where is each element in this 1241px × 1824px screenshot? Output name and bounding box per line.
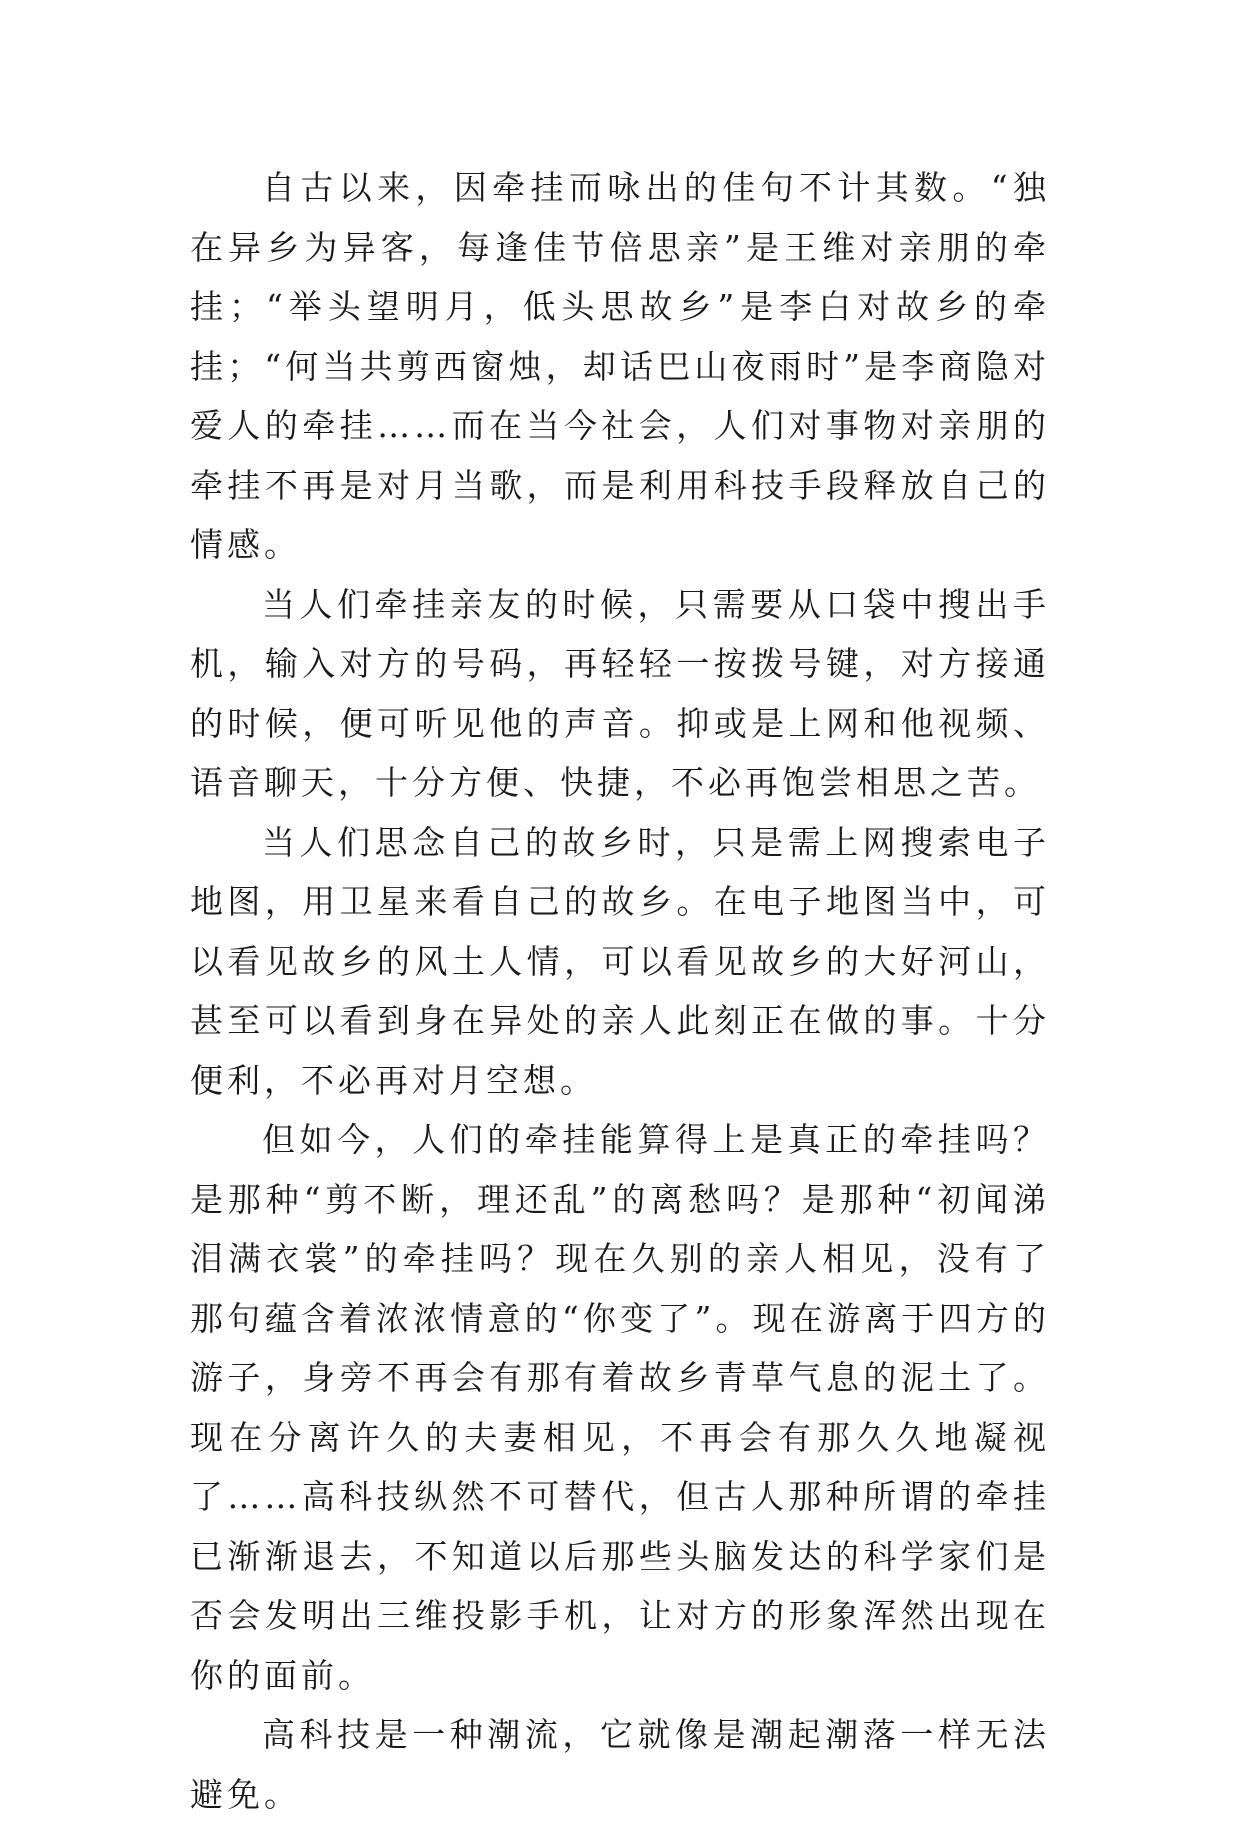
paragraph-5: 高科技是一种潮流，它就像是潮起潮落一样无法避免。 — [190, 1715, 1050, 1814]
paragraph-2: 当人们牵挂亲友的时候，只需要从口袋中搜出手机，输入对方的号码，再轻轻一按拨号键，对方接通的时候，便可听见他的声音。抑或是上网和他视频、语音聊天，十分方便、快捷，不必再饱尝相思之苦。 — [190, 584, 1050, 802]
essay-body — [190, 158, 1050, 1824]
paragraph-4: 但如今，人们的牵挂能算得上是真正的牵挂吗？是那种“剪不断，理还乱”的离愁吗？是那种“初闻涕泪满衣裳”的牵挂吗？现在久别的亲人相见，没有了那句蕴含着浓浓情意的“你变了”。现在游离于四方的游子，身旁不再会有那有着故乡青草气息的泥土了。现在分离许久的夫妻相见，不再会有那久久地凝视了……高科技纵然不可替代，但古人那种所谓的牵挂已渐渐退去，不知道以后那些头脑发达的科学家们是否会发明出三维投影手机，让对方的形象浑然出现在你的面前。 — [190, 1120, 1050, 1695]
paragraph-1: 自古以来，因牵挂而咏出的佳句不计其数。“独在异乡为异客，每逢佳节倍思亲”是王维对亲朋的牵挂；“举头望明月，低头思故乡”是李白对故乡的牵挂；“何当共剪西窗烛，却话巴山夜雨时”是李商隐对爱人的牵挂……而在当今社会，人们对事物对亲朋的牵挂不再是对月当歌，而是利用科技手段释放自己的情感。 — [190, 168, 1050, 564]
paragraph-3: 当人们思念自己的故乡时，只是需上网搜索电子地图，用卫星来看自己的故乡。在电子地图当中，可以看见故乡的风土人情，可以看见故乡的大好河山，甚至可以看到身在异处的亲人此刻正在做的事。十分便利，不必再对月空想。 — [190, 822, 1050, 1100]
